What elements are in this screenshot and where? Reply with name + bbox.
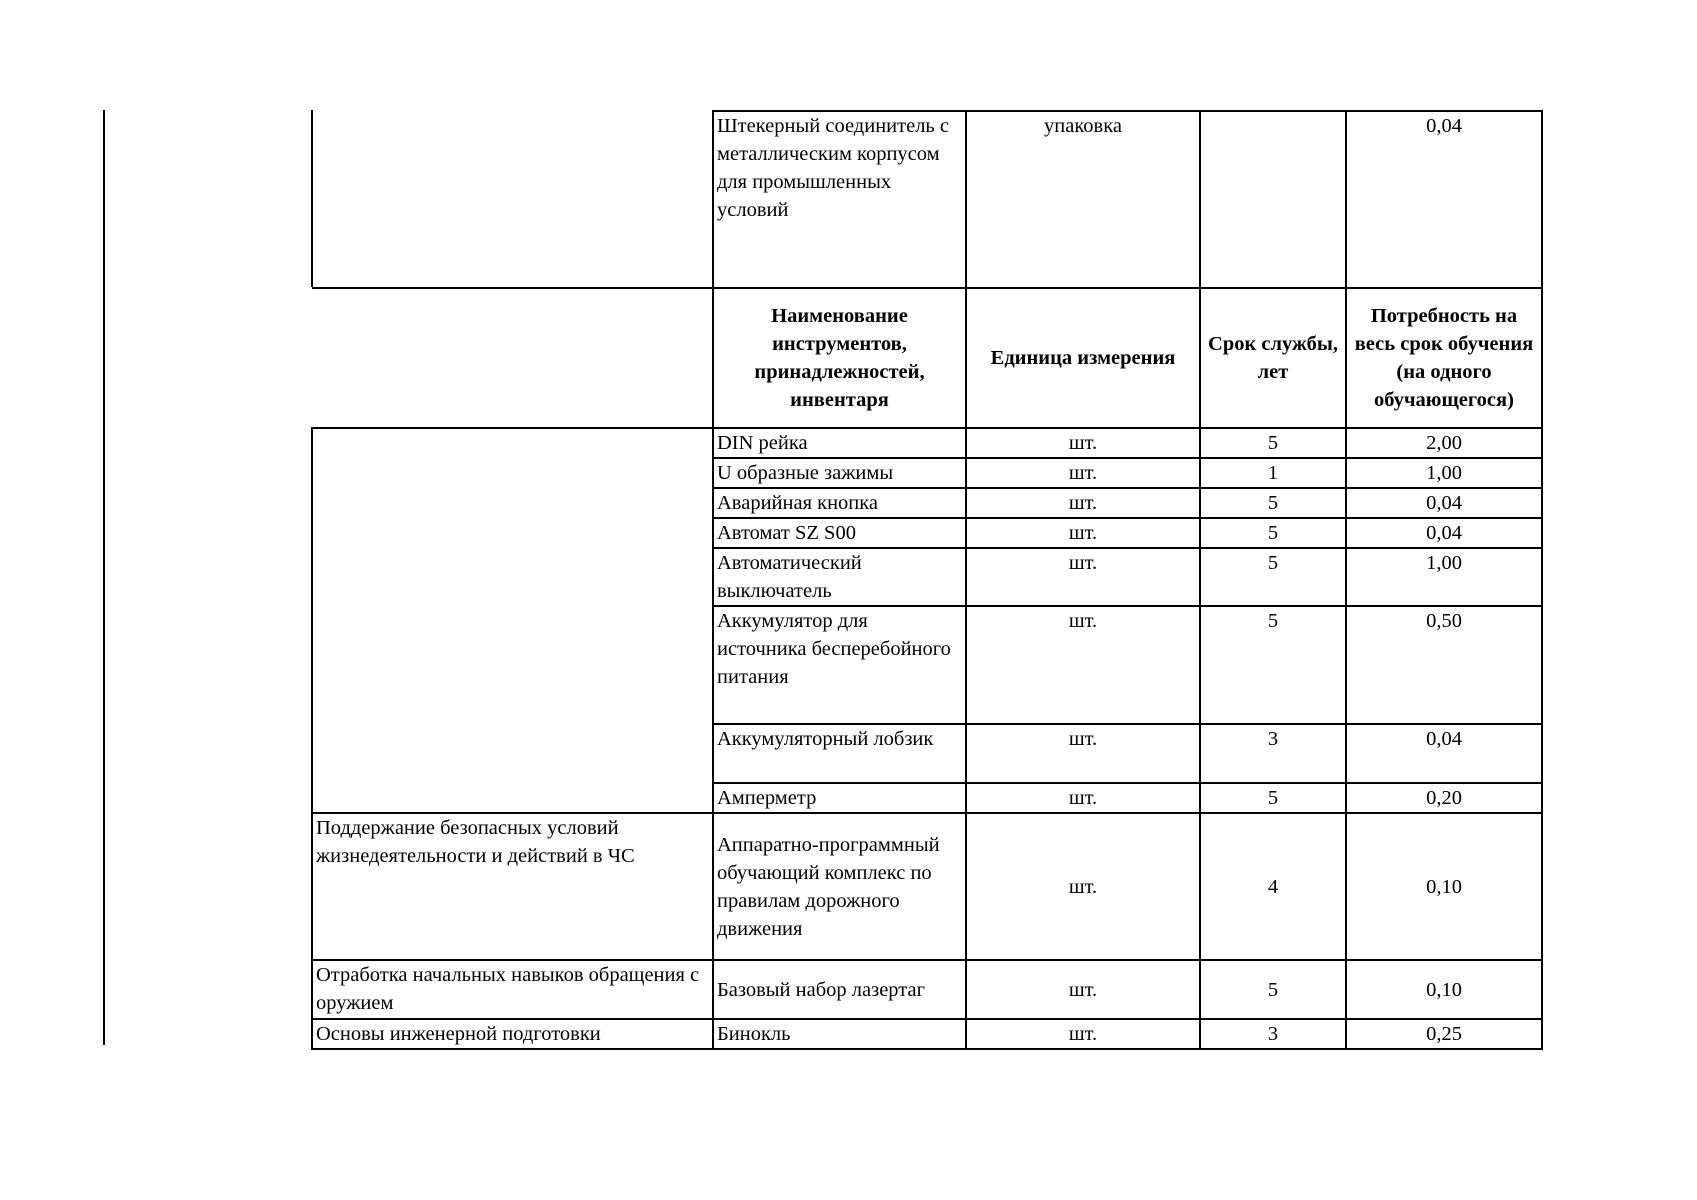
life-cell: [1200, 111, 1346, 288]
need-cell: 0,50: [1346, 606, 1542, 724]
need-cell: 0,04: [1346, 111, 1542, 288]
section-cell: [312, 111, 713, 288]
section-cell: Основы инженерной подготовки: [312, 1019, 713, 1049]
item-name-cell: Бинокль: [713, 1019, 966, 1049]
life-cell: 5: [1200, 960, 1346, 1019]
need-cell: 0,04: [1346, 518, 1542, 548]
need-cell: 0,10: [1346, 813, 1542, 960]
table-header-row: [312, 288, 1542, 428]
item-name-cell: Автомат SZ S00: [713, 518, 966, 548]
life-cell: 5: [1200, 606, 1346, 724]
unit-cell: шт.: [966, 813, 1200, 960]
life-cell: 5: [1200, 518, 1346, 548]
need-cell: 0,04: [1346, 488, 1542, 518]
unit-cell: упаковка: [966, 111, 1200, 288]
life-cell: 3: [1200, 724, 1346, 783]
life-cell: 4: [1200, 813, 1346, 960]
item-name-cell: Аккумуляторный лобзик: [713, 724, 966, 783]
need-cell: 0,10: [1346, 960, 1542, 1019]
item-name-cell: Штекерный соединитель с металлическим корпусом для промышленных условий: [713, 111, 966, 288]
life-cell: 3: [1200, 1019, 1346, 1049]
item-name-cell: Аварийная кнопка: [713, 488, 966, 518]
life-cell: 5: [1200, 783, 1346, 813]
section-header-cell: [312, 288, 713, 428]
section-cell: Отработка начальных навыков обращения с оружием: [312, 960, 713, 1019]
need-cell: 0,25: [1346, 1019, 1542, 1049]
item-name-cell: Амперметр: [713, 783, 966, 813]
table-row: [312, 1019, 1542, 1049]
table-row: [312, 960, 1542, 1019]
item-name-cell: U образные зажимы: [713, 458, 966, 488]
need-cell: 2,00: [1346, 428, 1542, 458]
header-name: Наименование инструментов, принадлежностей, инвентаря: [713, 288, 966, 428]
header-need: Потребность на весь срок обучения (на одного обучающегося): [1346, 288, 1542, 428]
need-cell: 1,00: [1346, 458, 1542, 488]
section-cell: Поддержание безопасных условий жизнедеятельности и действий в ЧС: [312, 813, 713, 960]
item-name-cell: Базовый набор лазертаг: [713, 960, 966, 1019]
item-name-cell: Аккумулятор для источника бесперебойного питания: [713, 606, 966, 724]
unit-cell: шт.: [966, 1019, 1200, 1049]
item-name-cell: Автоматический выключатель: [713, 548, 966, 606]
unit-cell: шт.: [966, 488, 1200, 518]
unit-cell: шт.: [966, 428, 1200, 458]
table-row: [312, 813, 1542, 960]
table-row: [312, 111, 1542, 288]
table-row: [312, 428, 1542, 458]
page-margin-line: [103, 110, 105, 1045]
unit-cell: шт.: [966, 548, 1200, 606]
unit-cell: шт.: [966, 458, 1200, 488]
life-cell: 5: [1200, 428, 1346, 458]
life-cell: 5: [1200, 488, 1346, 518]
unit-cell: шт.: [966, 724, 1200, 783]
unit-cell: шт.: [966, 783, 1200, 813]
equipment-table: [311, 110, 1543, 1050]
need-cell: 1,00: [1346, 548, 1542, 606]
item-name-cell: DIN рейка: [713, 428, 966, 458]
unit-cell: шт.: [966, 518, 1200, 548]
header-unit: Единица измерения: [966, 288, 1200, 428]
item-name-cell: Аппаратно-программный обучающий комплекс по правилам дорожного движения: [713, 813, 966, 960]
life-cell: 5: [1200, 548, 1346, 606]
unit-cell: шт.: [966, 960, 1200, 1019]
unit-cell: шт.: [966, 606, 1200, 724]
header-life: Срок службы, лет: [1200, 288, 1346, 428]
need-cell: 0,04: [1346, 724, 1542, 783]
life-cell: 1: [1200, 458, 1346, 488]
need-cell: 0,20: [1346, 783, 1542, 813]
section-cell: [312, 428, 713, 813]
